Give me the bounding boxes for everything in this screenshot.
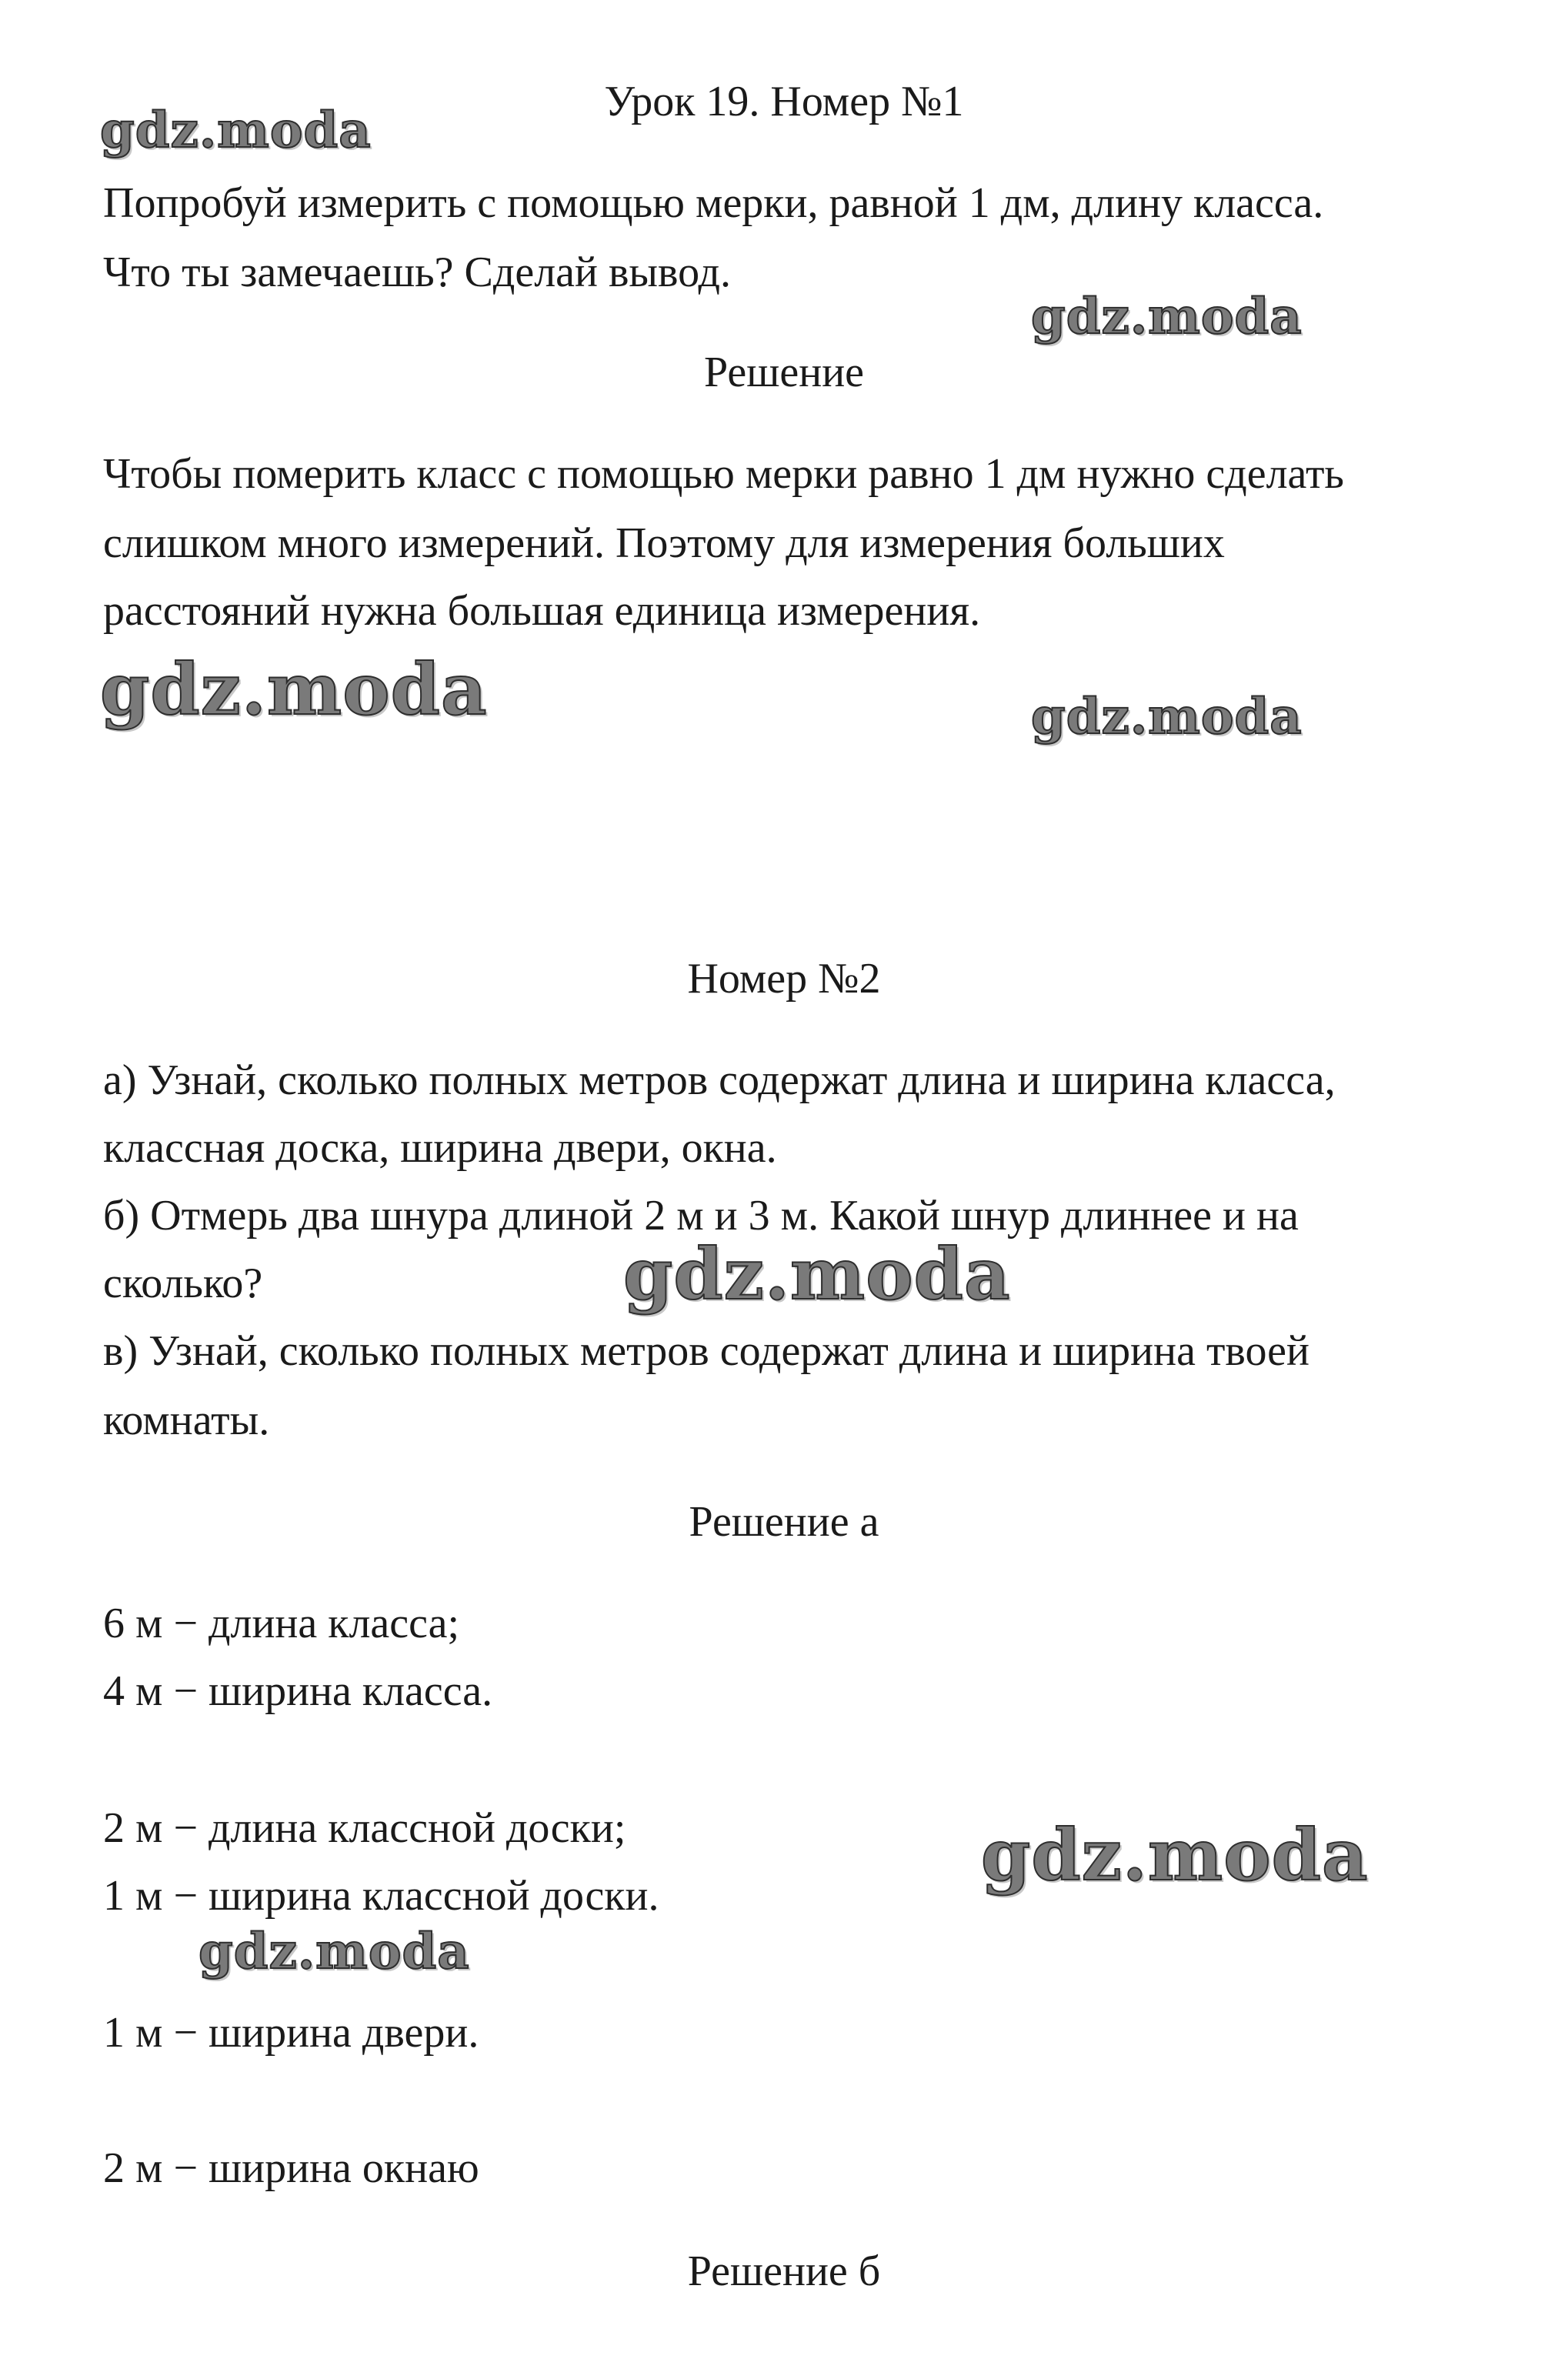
watermark: gdz.moda xyxy=(199,1923,470,1980)
task1-solution-line: Чтобы померить класс с помощью мерки равно 1 дм нужно сделать xyxy=(103,450,1344,498)
task1-solution-line: расстояний нужна большая единица измерения. xyxy=(103,587,981,635)
task2-question-line: в) Узнай, сколько полных метров содержат длина и ширина твоей xyxy=(103,1327,1309,1375)
task1-question-line: Что ты замечаешь? Сделай вывод. xyxy=(103,249,731,296)
task2-question-line: а) Узнай, сколько полных метров содержат длина и ширина класса, xyxy=(103,1056,1336,1104)
task2-question-line: классная доска, ширина двери, окна. xyxy=(103,1124,777,1172)
task1-solution-title: Решение xyxy=(703,349,865,396)
lesson-heading: Урок 19. Номер №1 xyxy=(604,78,964,125)
solution-a-line: 4 м − ширина класса. xyxy=(103,1667,493,1715)
solution-a-line: 2 м − длина классной доски; xyxy=(103,1804,626,1852)
task2-question-line: комнаты. xyxy=(103,1396,270,1444)
solution-a-line: 1 м − ширина двери. xyxy=(103,2009,479,2057)
solution-a-line: 2 м − ширина окнаю xyxy=(103,2144,479,2192)
task2-heading: Номер №2 xyxy=(687,955,881,1003)
task1-solution-line: слишком много измерений. Поэтому для измерения больших xyxy=(103,519,1225,567)
solution-a-line: 1 м − ширина классной доски. xyxy=(103,1872,659,1920)
watermark: gdz.moda xyxy=(623,1233,1011,1316)
watermark: gdz.moda xyxy=(981,1813,1369,1897)
solution-a-line: 6 м − длина класса; xyxy=(103,1600,460,1647)
task2-question-line: сколько? xyxy=(103,1260,263,1307)
task2-solution-b-title: Решение б xyxy=(687,2247,881,2295)
watermark: gdz.moda xyxy=(1031,288,1303,345)
task1-question-line: Попробуй измерить с помощью мерки, равной 1 дм, длину класса. xyxy=(103,179,1324,227)
watermark: gdz.moda xyxy=(100,648,488,731)
task2-solution-a-title: Решение а xyxy=(689,1498,879,1546)
watermark: gdz.moda xyxy=(1031,688,1303,746)
task2-question-line: б) Отмерь два шнура длиной 2 м и 3 м. Какой шнур длиннее и на xyxy=(103,1192,1299,1240)
watermark: gdz.moda xyxy=(100,102,372,159)
